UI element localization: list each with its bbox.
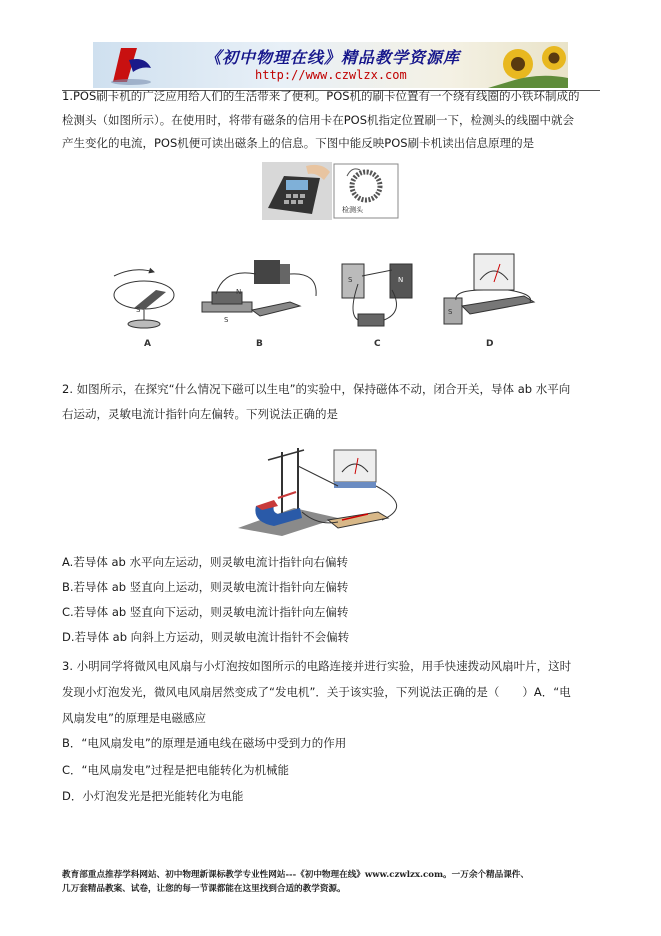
option-label-b: B <box>256 339 263 349</box>
svg-text:S: S <box>348 276 353 284</box>
option-d-figure <box>444 254 534 324</box>
option-label-c: C <box>374 339 381 349</box>
q1-line-3: 产生变化的电流，POS机便可读出磁条上的信息。下图中能反映POS刷卡机读出信息原理的是 <box>62 136 535 150</box>
option-label-d: D <box>486 339 494 349</box>
banner-title: 《初中物理在线》精品教学资源库 <box>205 48 461 67</box>
q1-option-labels <box>104 332 564 350</box>
footer-line-1: 教育部重点推荐学科网站、初中物理新课标教学专业性网站---《初中物理在线》www.czwlzx.com。一万余个精品课件、 <box>62 870 529 880</box>
page-footer <box>62 868 622 896</box>
svg-text:S: S <box>224 316 229 324</box>
q2-option-d: D.若导体 ab 向斜上方运动，则灵敏电流计指针不会偏转 <box>62 630 350 644</box>
header-banner <box>93 42 568 88</box>
option-b-figure <box>202 260 316 324</box>
site-logo <box>93 42 163 88</box>
svg-text:S: S <box>136 306 141 314</box>
q2-line-1: 2. 如图所示，在探究“什么情况下磁可以生电”的实验中，保持磁体不动，闭合开关，导体 ab 水平向 <box>62 382 571 396</box>
banner-url[interactable]: http://www.czwlzx.com <box>255 68 407 82</box>
svg-text:N: N <box>236 288 242 296</box>
q2-option-c: C.若导体 ab 竖直向下运动，则灵敏电流计指针向左偏转 <box>62 605 349 619</box>
footer-line-2: 几万套精品教案、试卷，让您的每一节课都能在这里找到合适的教学资源。 <box>62 884 346 894</box>
q3-line-1: 3. 小明同学将微风电风扇与小灯泡按如图所示的电路连接并进行实验，用手快速拨动风扇叶片，这时 <box>62 659 572 673</box>
pos-machine-figure <box>262 162 400 220</box>
q1-line-1: 1.POS刷卡机的广泛应用给人们的生活带来了便利。POS机的刷卡位置有一个绕有线圈的小铁环制成的 <box>62 89 580 103</box>
detector-label: 检测头 <box>342 206 363 214</box>
q3-line-3: 风扇发电”的原理是电磁感应 <box>62 711 206 725</box>
q3-option-c: C．“电风扇发电”过程是把电能转化为机械能 <box>62 763 289 777</box>
q2-option-b: B.若导体 ab 竖直向上运动，则灵敏电流计指针向左偏转 <box>62 580 349 594</box>
q3-option-d: D．小灯泡发光是把光能转化为电能 <box>62 789 244 803</box>
q1-line-2: 检测头（如图所示）。在使用时，将带有磁条的信用卡在POS机指定位置刷一下，检测头的线圈中就会 <box>62 113 575 127</box>
q3-option-b: B．“电风扇发电”的原理是通电线在磁场中受到力的作用 <box>62 736 347 750</box>
svg-text:S: S <box>448 308 453 316</box>
q3-line-2: 发现小灯泡发光，微风电风扇居然变成了“发电机”．关于该实验，下列说法正确的是（ ）A．“电 <box>62 685 571 699</box>
option-a-figure <box>114 270 174 328</box>
q2-option-a: A.若导体 ab 水平向左运动，则灵敏电流计指针向右偏转 <box>62 555 348 569</box>
option-c-figure <box>342 264 412 326</box>
q2-experiment-figure <box>238 446 418 536</box>
q2-line-2: 右运动，灵敏电流计指针向左偏转。下列说法正确的是 <box>62 407 338 421</box>
option-label-a: A <box>144 339 151 349</box>
sunflower-image <box>488 42 568 88</box>
svg-text:N: N <box>398 276 404 284</box>
